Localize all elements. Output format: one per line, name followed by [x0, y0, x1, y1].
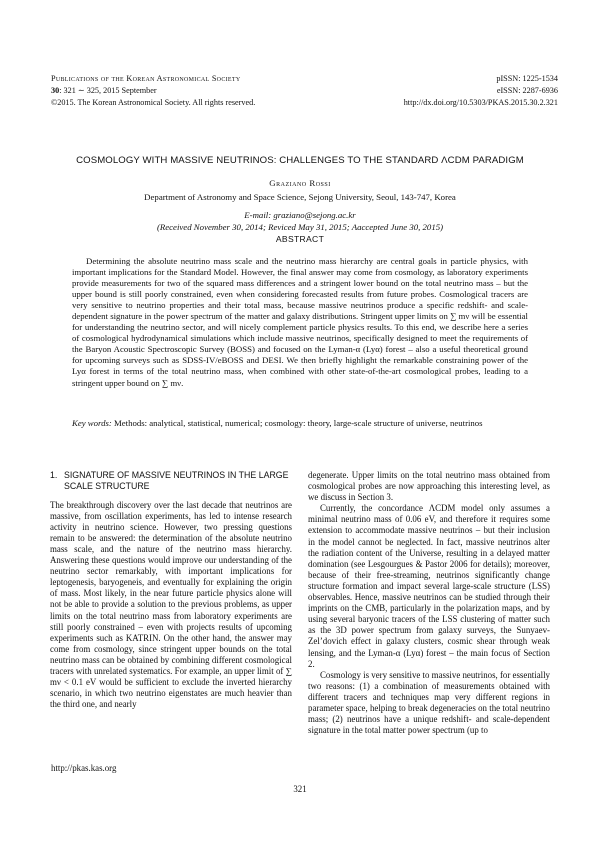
paragraph: The breakthrough discovery over the last decade that neutrinos are massive, from oscillation experiments, has led to intense research activity in neutrino science. However, two pressing questions remain to be answered: the determination of the absolute neutrino mass scale, and the nature of the neutrino mass hierarchy. Answering these questions would improve our understanding of the neutrino sector remarkably, with important implications for leptogenesis, baryogeneis, and eventually for explaining the origin of mass. Most likely, in the near future particle physics alone will not be able to provide a solution to the previous problems, as upper limits on the total neutrino mass from laboratory experiments are still poorly constrained – even with projects results of upcoming experiments such as KATRIN. On the other hand, the answer may come from cosmology, since stringent upper bounds on the total neutrino mass can be obtained by combining different cosmological tracers with unrelated systematics. For example, an upper limit of ∑ mν < 0.1 eV would be sufficient to exclude the inverted hierarchy scenario, in which two neutrino eigenstates are much heavier than the third one, and nearly: [50, 499, 292, 710]
paper-title: COSMOLOGY WITH MASSIVE NEUTRINOS: CHALLENGES TO THE STANDARD ΛCDM PARADIGM: [76, 155, 524, 166]
section-heading: [50, 470, 292, 492]
paragraph: Currently, the concordance ΛCDM model only assumes a minimal neutrino mass of 0.06 eV, and therefore it requires some extension to accommodate massive neutrinos – but their inclusion in the model cannot be neglected. In fact, massive neutrinos alter the radiation content of the Universe, resulting in a delayed matter domination (see Lesgourgues & Pastor 2006 for details); moreover, because of their free-streaming, neutrinos significantly change structure formation and impact several large-scale structure (LSS) observables. Hence, massive neutrinos can be studied through their imprints on the CMB, particularly in the polarization maps, and by using several baryonic tracers of the LSS clustering of matter such as the 3D power spectrum from galaxy surveys, the Sunyaev-Zel’dovich effect in galaxy clusters, cosmic shear through weak lensing, and the Lyman-α (Lyα) forest – the main focus of Section 2.: [308, 503, 550, 669]
right-column: [308, 470, 550, 736]
volume-number: 30: [51, 86, 60, 95]
eissn: eISSN: 2287-6936: [496, 86, 558, 95]
journal-url[interactable]: http://pkas.kas.org: [51, 763, 117, 773]
issn-header: [404, 73, 558, 109]
section-title: SIGNATURE OF MASSIVE NEUTRINOS IN THE LARGE SCALE STRUCTURE: [64, 470, 289, 491]
author-email[interactable]: E-mail: graziano@sejong.ac.kr: [244, 210, 356, 220]
abstract-text: Determining the absolute neutrino mass scale and the neutrino mass hierarchy are central goals in particle physics, with important implications for the Standard Model. However, the final answer may come from cosmology, as laboratory experiments provide measurements for two of the squared mass differences and a stringent lower bound on the total neutrino mass – but the upper bound is still poorly constrained, even when considering forecasted results from future probes. Cosmological tracers are very sensitive to neutrino properties and their total mass, because massive neutrinos produce a specific redshift- and scale-dependent signature in the power spectrum of the matter and galaxy distributions. Stringent upper limits on ∑ mν will be essential for understanding the neutrino sector, and will nicely complement particle physics results. To this end, we describe here a series of cosmological hydrodynamical simulations which include massive neutrinos, specifically designed to meet the requirements of the Baryon Acoustic Spectroscopic Survey (BOSS) and focused on the Lyman-α (Lyα) forest – also a useful theoretical ground for upcoming surveys such as SDSS-IV/eBOSS and DESI. We then briefly highlight the remarkable constraining power of the Lyα forest in terms of the total neutrino mass, when combined with other state-of-the-art cosmological probes, leading to a stringent upper bound on ∑ mν.: [72, 256, 528, 388]
issue-info: : 321 ∼ 325, 2015 September: [59, 86, 157, 95]
keywords: [72, 418, 528, 429]
keywords-text: Methods: analytical, statistical, numerical; cosmology: theory, large-scale structure of universe, neutrinos: [113, 418, 483, 428]
doi-link[interactable]: http://dx.doi.org/10.5303/PKAS.2015.30.2.321: [403, 98, 558, 107]
keywords-label: Key words:: [72, 418, 112, 428]
journal-header: [51, 73, 255, 109]
paragraph: Cosmology is very sensitive to massive neutrinos, for essentially two reasons: (1) a combination of measurements obtained with different tracers and techniques map very different regions in parameter space, helping to break degeneracies on the total neutrino mass; (2) neutrinos have a unique redshift- and scale-dependent signature in the total matter power spectrum (up to: [308, 669, 550, 736]
pissn: pISSN: 1225-1534: [496, 74, 558, 83]
volume-line: [51, 85, 255, 97]
paragraph-continued: degenerate. Upper limits on the total neutrino mass obtained from cosmological probes are now approaching this interesting level, as we discuss in Section 3.: [308, 470, 550, 503]
page-number: 321: [293, 784, 307, 794]
received-dates: (Received November 30, 2014; Reviced May 31, 2015; Aaccepted June 30, 2015): [156, 222, 444, 232]
section-number: 1.: [50, 470, 58, 480]
left-column: [50, 470, 292, 710]
author-name: Graziano Rossi: [269, 178, 331, 188]
copyright: ©2015. The Korean Astronomical Society. All rights reserved.: [51, 98, 256, 107]
affiliation: Department of Astronomy and Space Science, Sejong University, Seoul, 143-747, Korea: [144, 192, 456, 202]
abstract-heading: ABSTRACT: [275, 234, 325, 244]
journal-name: Publications of the Korean Astronomical Society: [51, 74, 241, 83]
